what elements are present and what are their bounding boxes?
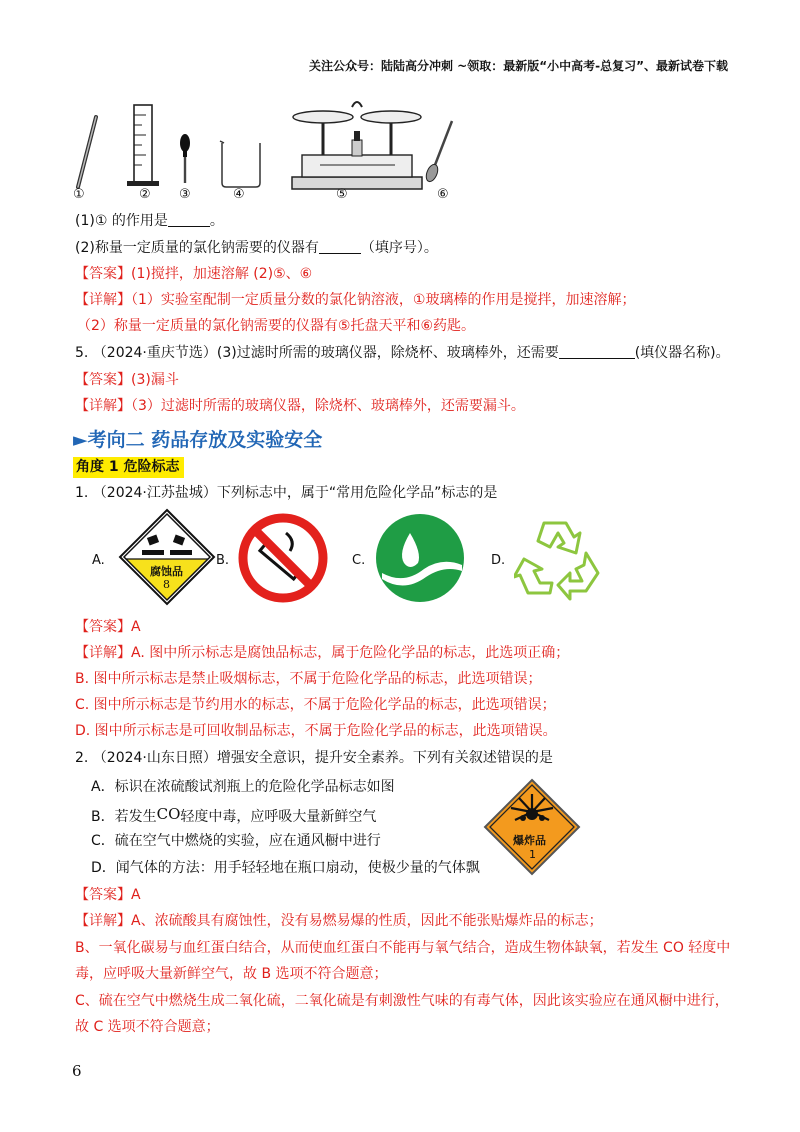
recycle-icon [514,513,606,605]
instruments-figure [70,95,470,205]
option-d-label: D. [491,553,506,568]
answer-blank [168,212,210,227]
detail-line: D. 图中所示标志是可回收制品标志，不属于危险化学品的标志，此选项错误。 [75,723,557,739]
explosive-sign-number: 1 [529,848,536,861]
question-1: 1. （2024·江苏盐城）下列标志中，属于“常用危险化学品”标志的是 [75,485,498,501]
corrosive-icon [118,508,216,606]
page-number: 6 [72,1062,82,1080]
answer-blank [559,344,635,359]
option-a: A．标识在浓硫酸试剂瓶上的危险化学品标志如图 [91,779,395,795]
question-part-2: (2)称量一定质量的氯化钠需要的仪器有 （填序号）。 [75,240,438,256]
explosive-sign [483,778,581,876]
question-5: 5. （2024·重庆节选）(3)过滤时所需的玻璃仪器，除烧杯、玻璃棒外，还需要 (填仪器名称)。 [75,345,730,361]
lab-instruments-drawing [70,95,470,205]
answer-line: 【答案】A [75,887,141,903]
detail-line: 毒，应呼吸大量新鲜空气，故 B 选项不符合题意； [75,966,388,982]
option-d: D．闻气体的方法：用手轻轻地在瓶口扇动，使极少量的气体飘 [91,860,480,876]
answer-line: 【答案】(3)漏斗 [75,372,179,388]
instrument-label-3: ③ [179,187,191,202]
answer-line: 【答案】(1)搅拌，加速溶解 (2)⑤、⑥ [75,266,313,282]
question-part-1: (1)① 的作用是 。 [75,213,224,229]
option-c-label: C. [352,553,366,568]
instrument-label-1: ① [73,187,85,202]
answer-line: 【答案】A [75,619,141,635]
detail-line: B. 图中所示标志是禁止吸烟标志，不属于危险化学品的标志，此选项错误； [75,671,542,687]
detail-line: B、一氧化碳易与血红蛋白结合，从而使血红蛋白不能再与氧气结合，造成生物体缺氧，若发生 CO 轻度中 [75,940,731,956]
option-b-label: B. [216,553,230,568]
section-heading: ►考向二 药品存放及实验安全 [73,429,323,451]
instrument-label-2: ② [139,187,151,202]
detail-line: 【详解】（1）实验室配制一定质量分数的氯化钠溶液，①玻璃棒的作用是搅拌，加速溶解； [75,292,636,308]
detail-line: 【详解】（3）过滤时所需的玻璃仪器，除烧杯、玻璃棒外，还需要漏斗。 [75,398,525,414]
water-drop-icon [374,513,466,603]
option-a-label: A. [92,553,105,568]
water-saving-sign [374,513,466,603]
angle-heading: 角度 1 危险标志 [73,457,184,478]
explosive-icon [483,778,581,876]
no-smoking-icon [238,513,328,603]
explosive-sign-text: 爆炸品 [513,834,546,847]
corrosive-sign-text: 腐蚀品 [150,565,183,578]
detail-line: C. 图中所示标志是节约用水的标志，不属于危险化学品的标志，此选项错误； [75,697,556,713]
no-smoking-sign [238,513,328,603]
question-2: 2. （2024·山东日照）增强安全意识，提升安全素养。下列有关叙述错误的是 [75,750,553,766]
instrument-label-4: ④ [233,187,245,202]
option-c: C．硫在空气中燃烧的实验，应在通风橱中进行 [91,833,381,849]
answer-blank [319,239,361,254]
detail-line: （2）称量一定质量的氯化钠需要的仪器有⑤托盘天平和⑥药匙。 [77,318,476,334]
page-header: 关注公众号：陆陆高分冲刺 ~领取：最新版“小中高考-总复习”、最新试卷下载 [309,59,728,73]
option-b: B．若发生CO轻度中毒，应呼吸大量新鲜空气 [91,805,377,825]
corrosive-sign [118,508,216,606]
detail-line: 【详解】A. 图中所示标志是腐蚀品标志，属于危险化学品的标志，此选项正确； [75,645,570,661]
recycle-sign [514,513,606,605]
instrument-label-5: ⑤ [336,187,348,202]
detail-line: 故 C 选项不符合题意； [75,1019,220,1035]
detail-line: 【详解】A、浓硫酸具有腐蚀性，没有易燃易爆的性质，因此不能张贴爆炸品的标志； [75,913,603,929]
detail-line: C、硫在空气中燃烧生成二氧化硫，二氧化硫是有刺激性气味的有毒气体，因此该实验应在通风橱中进行， [75,993,729,1009]
instrument-label-6: ⑥ [437,187,449,202]
corrosive-sign-number: 8 [163,578,170,591]
